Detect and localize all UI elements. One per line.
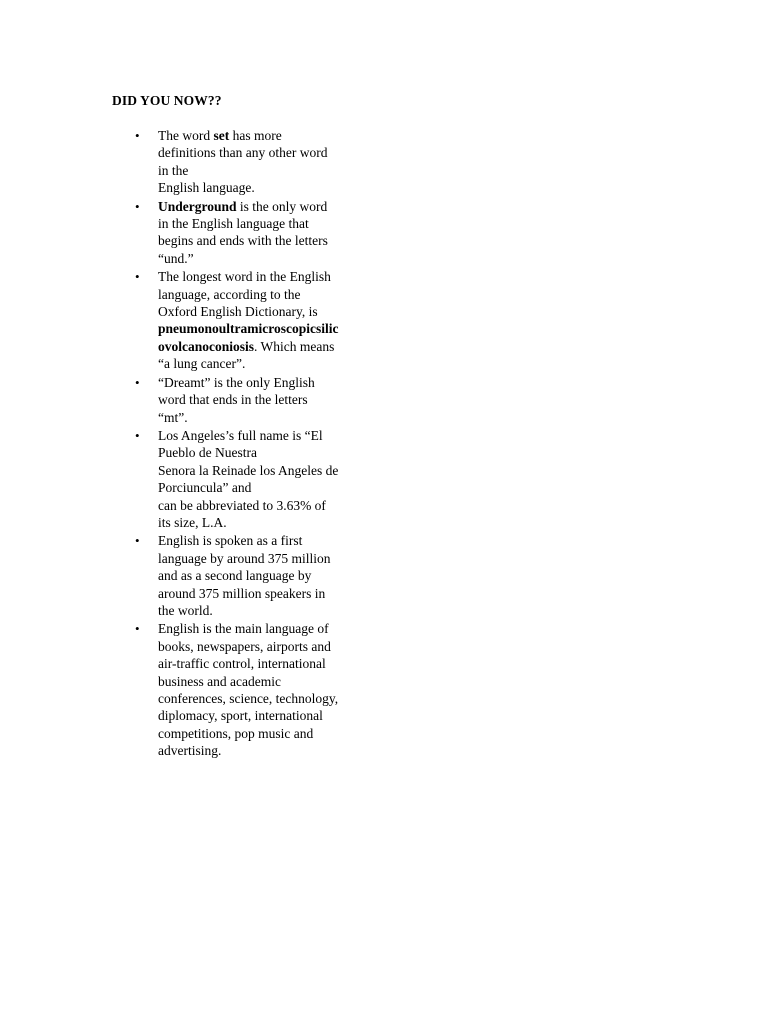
fact-text: Porciuncula” and	[158, 480, 252, 496]
fact-text: English language.	[158, 180, 255, 196]
fact-text: The word	[158, 128, 214, 143]
fact-list-item	[135, 374, 368, 426]
fact-text-line	[158, 725, 368, 742]
fact-bold-term: Underground	[158, 198, 237, 214]
fact-text: competitions, pop music and	[158, 725, 314, 741]
fact-text-line	[158, 690, 368, 707]
fact-bold-term: set	[213, 128, 230, 143]
fact-text: The longest word in the English	[158, 269, 331, 285]
bullet-icon: •	[135, 374, 140, 390]
fact-text: “Dreamt” is the only English	[158, 374, 315, 390]
fact-text-line	[158, 179, 368, 196]
fact-text: diplomacy, sport, international	[158, 708, 323, 724]
fact-text-line	[158, 444, 368, 461]
fact-text-line	[158, 303, 368, 320]
fact-text-line	[158, 514, 368, 531]
fact-text-line	[158, 427, 368, 444]
fact-text-line	[158, 585, 368, 602]
fact-text-line	[158, 602, 368, 619]
fact-bold-term: ovolcanoconiosis	[158, 338, 255, 354]
fact-text-line	[158, 462, 368, 479]
fact-text-line	[158, 198, 368, 215]
fact-text: can be abbreviated to 3.63% of	[158, 497, 326, 513]
fact-text: and as a second language by	[158, 568, 312, 584]
fact-text: language by around 375 million	[158, 550, 331, 566]
fact-text: “mt”.	[158, 409, 188, 425]
fact-text-line	[158, 268, 368, 285]
fact-text: language, according to the	[158, 286, 301, 302]
fact-text-line	[158, 391, 368, 408]
fact-text: business and academic	[158, 673, 281, 689]
fact-text: in the English language that	[158, 216, 309, 232]
fact-text: Senora la Reinade los Angeles de	[158, 462, 339, 478]
fact-text-line	[158, 338, 368, 355]
fact-text: Oxford English Dictionary, is	[158, 304, 318, 320]
fact-text-line	[158, 620, 368, 637]
fact-text: books, newspapers, airports and	[158, 638, 331, 654]
fact-list-item	[135, 620, 368, 759]
fact-text: advertising.	[158, 743, 222, 759]
fact-text: has more	[229, 128, 282, 143]
fact-text: around 375 million speakers in	[158, 585, 326, 601]
fact-text: its size, L.A.	[158, 514, 227, 530]
fact-text: air-traffic control, international	[158, 656, 326, 672]
facts-list	[135, 127, 368, 761]
fact-text-line	[158, 162, 368, 179]
fact-text: Los Angeles’s full name is “El	[158, 427, 323, 443]
fact-text-line	[158, 320, 368, 337]
fact-text-line	[158, 567, 368, 584]
bullet-icon: •	[135, 269, 140, 285]
fact-text-line	[158, 232, 368, 249]
fact-text-line	[158, 286, 368, 303]
fact-text: is the only word	[236, 198, 328, 214]
fact-list-item	[135, 127, 368, 197]
fact-text-line	[158, 497, 368, 514]
fact-text-line	[158, 409, 368, 426]
fact-text: “und.”	[158, 250, 194, 266]
fact-text-line	[158, 250, 368, 267]
fact-list-item	[135, 198, 368, 268]
fact-text-line	[158, 707, 368, 724]
fact-text: conferences, science, technology,	[158, 691, 339, 706]
fact-text: . Which means	[254, 338, 335, 354]
fact-text: in the	[158, 162, 189, 178]
fact-text-line	[158, 144, 368, 161]
bullet-icon: •	[135, 128, 140, 143]
fact-text-line	[158, 742, 368, 759]
fact-text-line	[158, 638, 368, 655]
fact-text: word that ends in the letters	[158, 392, 308, 408]
fact-text-line	[158, 550, 368, 567]
fact-text: Pueblo de Nuestra	[158, 445, 257, 461]
fact-text-line	[158, 479, 368, 496]
fact-text: English is the main language of	[158, 621, 329, 637]
document-title: DID YOU NOW??	[112, 93, 222, 108]
bullet-icon: •	[135, 533, 140, 549]
fact-text: “a lung cancer”.	[158, 356, 246, 372]
fact-list-item	[135, 427, 368, 531]
fact-text: English is spoken as a first	[158, 533, 303, 549]
fact-text: the world.	[158, 602, 213, 618]
fact-text: definitions than any other word	[158, 145, 328, 161]
fact-text-line	[158, 655, 368, 672]
fact-text-line	[158, 673, 368, 690]
bullet-icon: •	[135, 427, 140, 443]
bullet-icon: •	[135, 621, 140, 637]
fact-text-line	[158, 374, 368, 391]
fact-text: begins and ends with the letters	[158, 233, 328, 249]
fact-text-line	[158, 355, 368, 372]
fact-list-item	[135, 268, 368, 372]
fact-text-line	[158, 127, 368, 144]
fact-list-item	[135, 532, 368, 619]
fact-bold-term: pneumonoultramicroscopicsilic	[158, 321, 339, 337]
bullet-icon: •	[135, 198, 140, 214]
fact-text-line	[158, 215, 368, 232]
fact-text-line	[158, 532, 368, 549]
